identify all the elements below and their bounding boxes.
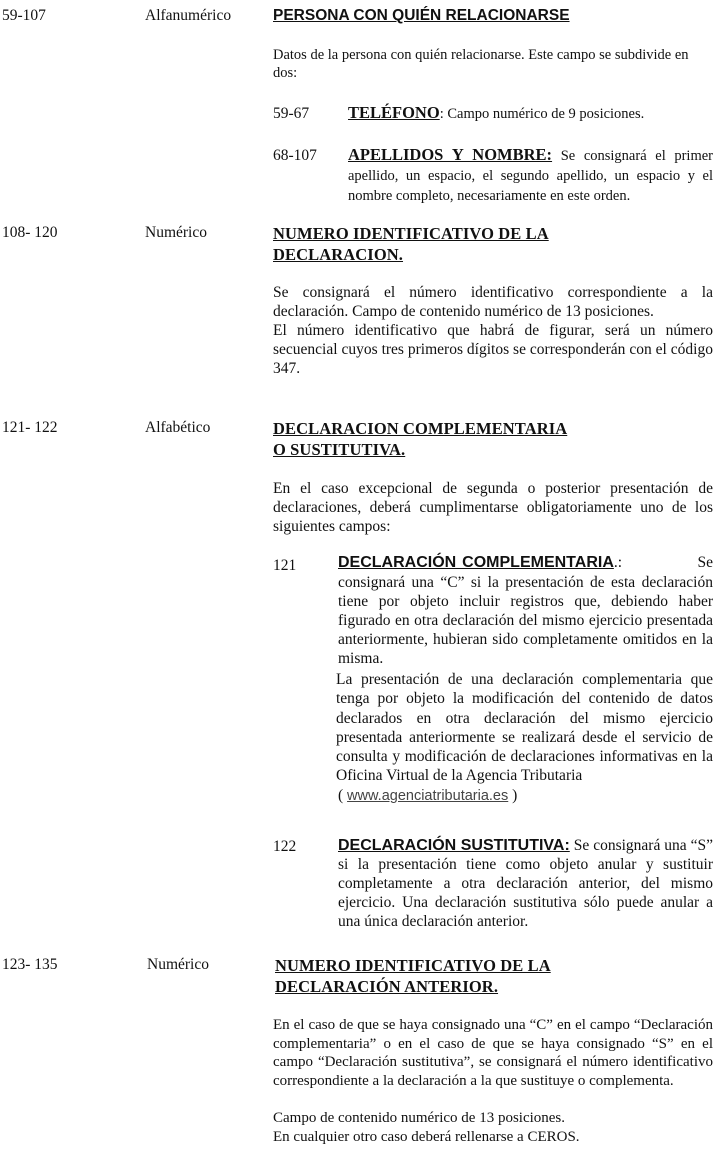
field-type: Numérico — [147, 956, 209, 973]
subfield-text-2: La presentación de una declaración complementaria que tenga por objeto la modificación del contenido de datos declarados en otra declaración del mismo ejercicio presentada anteriormente se realizará desde el servicio de consulta y modificación de declaraciones informativas en la Oficina Virtual de la Agencia Tributaria — [336, 671, 713, 785]
field-title-line1: NUMERO IDENTIFICATIVO DE LA — [273, 224, 549, 243]
subfield-text: Se consignará el primer apellido, un espacio, el segundo apellido, un espacio y el nombre completo, necesariamente en este orden. — [348, 148, 714, 204]
subfield-apellidos — [348, 145, 713, 206]
field-description: En el caso excepcional de segunda o posterior presentación de declaraciones, deberá cumplimentarse obligatoriamente uno de los siguientes campos: — [273, 480, 713, 535]
field-type: Numérico — [145, 224, 207, 241]
subfield-text: : Campo numérico de 9 posiciones. — [439, 106, 645, 122]
subfield-position: 59-67 — [273, 105, 310, 122]
field-description: Se consignará el número identificativo correspondiente a la declaración. Campo de contenido numérico de 13 posiciones. — [273, 284, 713, 320]
subfield-title-suffix: .: — [613, 554, 623, 571]
field-type: Alfanumérico — [145, 7, 232, 24]
subfield-complementaria-heading: DECLARACIÓN COMPLEMENTARIA.: Se — [338, 554, 714, 571]
subfield-text: consignará una “C” si la presentación de esta declaración tiene por objeto incluir registros que, debiendo haber figurado en otra declaración del mismo ejercicio presentada anteriormente, hubieran sido completamente omitidos en la misma. — [338, 574, 713, 667]
field-position: 108- 120 — [2, 224, 58, 241]
subfield-title: DECLARACIÓN COMPLEMENTARIA — [338, 554, 614, 571]
field-description-2: Campo de contenido numérico de 13 posiciones. — [273, 1110, 566, 1126]
field-description-2: El número identificativo que habrá de figurar, será un número secuencial cuyos tres primeros dígitos se corresponderán con el código 347. — [273, 322, 713, 377]
subfield-title: DECLARACIÓN SUSTITUTIVA: — [338, 837, 570, 854]
subfield-title: TELÉFONO — [348, 103, 440, 122]
field-position: 59-107 — [2, 7, 46, 24]
field-title-line2: O SUSTITUTIVA. — [273, 440, 406, 459]
field-title-line2: DECLARACION. — [273, 245, 404, 264]
link-row: ( www.agenciatributaria.es ) — [338, 787, 518, 804]
field-type: Alfabético — [145, 419, 211, 436]
subfield-sustitutiva — [338, 836, 713, 931]
field-description-3: En cualquier otro caso deberá rellenarse a CEROS. — [273, 1129, 580, 1145]
field-description: Datos de la persona con quién relacionarse. Este campo se subdivide en dos: — [273, 47, 689, 81]
subfield-position: 68-107 — [273, 147, 317, 164]
agencia-tributaria-link[interactable]: www.agenciatributaria.es — [347, 788, 509, 804]
field-title-line1: NUMERO IDENTIFICATIVO DE LA — [275, 956, 551, 975]
field-position: 121- 122 — [2, 419, 58, 436]
field-title: PERSONA CON QUIÉN RELACIONARSE — [273, 7, 570, 24]
subfield-position: 122 — [273, 838, 297, 855]
subfield-telefono — [348, 103, 718, 124]
field-title-line2: DECLARACIÓN ANTERIOR. — [275, 977, 499, 996]
field-title-line1: DECLARACION COMPLEMENTARIA — [273, 419, 568, 438]
field-description: En el caso de que se haya consignado una “C” en el campo “Declaración complementaria” o en el caso de que se haya consignado “S” en el campo “Declaración sustitutiva”, se consignará el número identificativo correspondiente a la declaración a la que sustituye o complementa. — [273, 1017, 713, 1090]
subfield-position: 121 — [273, 557, 297, 574]
subfield-text: Se consignará una “S” si la presentación tiene como objeto anular y sustituir completamente a otra declaración anterior, del mismo ejercicio. Una declaración sustitutiva sólo puede anular a una única declaración anterior. — [338, 837, 713, 930]
subfield-title: APELLIDOS Y NOMBRE: — [348, 145, 553, 164]
field-position: 123- 135 — [2, 956, 58, 973]
